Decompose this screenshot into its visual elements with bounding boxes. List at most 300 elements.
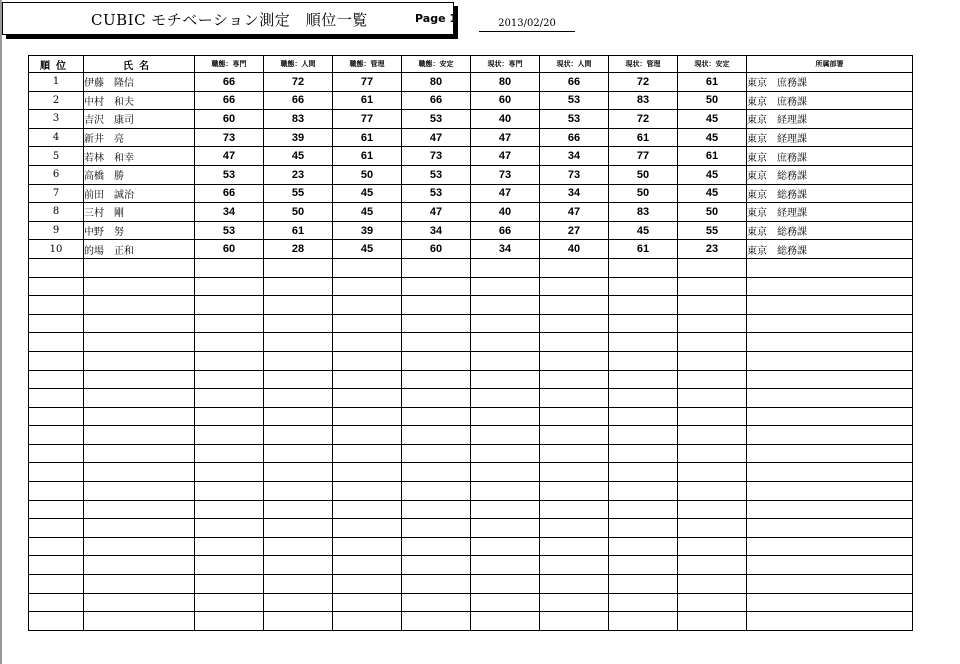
dept-cell: [747, 556, 913, 575]
score-cell: 53: [402, 165, 471, 184]
score-cell: [540, 519, 609, 538]
score-cell: [195, 612, 264, 631]
score-cell: 83: [264, 110, 333, 129]
rank-cell: [29, 277, 84, 296]
score-cell: [540, 333, 609, 352]
table-row: [29, 296, 913, 315]
first-name: 誠治: [114, 189, 134, 201]
score-cell: [333, 612, 402, 631]
dept-location: 東京: [747, 171, 767, 183]
dept-cell: [747, 73, 913, 92]
score-cell: [609, 537, 678, 556]
score-cell: [402, 314, 471, 333]
table-row: [29, 575, 913, 594]
dept-location: 東京: [747, 115, 767, 127]
score-cell: [678, 314, 747, 333]
dept-cell: [747, 482, 913, 501]
score-cell: 73: [195, 128, 264, 147]
score-cell: [402, 575, 471, 594]
score-cell: [195, 296, 264, 315]
table-row: [29, 426, 913, 445]
score-cell: [609, 482, 678, 501]
report-title: CUBIC モチベーション測定 順位一覧: [91, 11, 368, 29]
score-cell: [471, 407, 540, 426]
score-cell: [609, 575, 678, 594]
score-cell: [195, 351, 264, 370]
score-cell: [195, 389, 264, 408]
name-cell: [84, 389, 195, 408]
score-cell: [678, 407, 747, 426]
table-body: [29, 73, 913, 631]
score-cell: [540, 612, 609, 631]
score-cell: [333, 370, 402, 389]
score-cell: [540, 444, 609, 463]
score-cell: [333, 537, 402, 556]
score-cell: [402, 407, 471, 426]
first-name: 正和: [114, 245, 134, 257]
name-cell: [84, 482, 195, 501]
score-cell: [333, 277, 402, 296]
score-cell: 50: [264, 203, 333, 222]
page-number: Page 1: [415, 12, 458, 25]
score-cell: [609, 277, 678, 296]
score-cell: [540, 426, 609, 445]
report-date: 2013/02/20: [479, 18, 575, 32]
score-cell: [471, 389, 540, 408]
last-name: 三村: [84, 208, 104, 220]
score-cell: 34: [471, 240, 540, 259]
score-cell: 50: [609, 165, 678, 184]
dept-location: 東京: [747, 189, 767, 201]
rank-cell: [29, 444, 84, 463]
rank-cell: 7: [29, 184, 84, 203]
col-header-name: 氏名: [84, 56, 195, 73]
first-name: 亮: [114, 134, 124, 146]
score-cell: [540, 370, 609, 389]
score-cell: 61: [609, 128, 678, 147]
score-cell: [678, 463, 747, 482]
score-cell: 45: [678, 184, 747, 203]
table-row: [29, 482, 913, 501]
dept-name: 経理課: [777, 134, 807, 146]
score-cell: 40: [471, 110, 540, 129]
table-row: [29, 593, 913, 612]
table-row: [29, 612, 913, 631]
score-cell: [264, 333, 333, 352]
rank-cell: [29, 426, 84, 445]
score-cell: [471, 593, 540, 612]
title-box: [2, 2, 458, 35]
score-cell: 66: [402, 91, 471, 110]
col-header-score-1: 職態：専門: [195, 56, 264, 73]
score-cell: [402, 500, 471, 519]
score-cell: 60: [471, 91, 540, 110]
rank-cell: [29, 296, 84, 315]
dept-location: 東京: [747, 208, 767, 220]
name-cell: [84, 296, 195, 315]
name-cell: [84, 277, 195, 296]
score-cell: 66: [540, 73, 609, 92]
last-name: 高橋: [84, 171, 104, 183]
rank-cell: 8: [29, 203, 84, 222]
table-row: [29, 463, 913, 482]
dept-cell: [747, 407, 913, 426]
score-cell: [609, 612, 678, 631]
score-cell: [540, 556, 609, 575]
score-cell: 27: [540, 221, 609, 240]
rank-cell: 5: [29, 147, 84, 166]
score-cell: [195, 575, 264, 594]
name-cell: [84, 203, 195, 222]
rank-cell: [29, 389, 84, 408]
rank-cell: 6: [29, 165, 84, 184]
dept-cell: [747, 277, 913, 296]
score-cell: 72: [609, 73, 678, 92]
dept-name: 庶務課: [777, 152, 807, 164]
rank-cell: [29, 351, 84, 370]
name-cell: [84, 575, 195, 594]
score-cell: [333, 407, 402, 426]
table-row: [29, 221, 913, 240]
name-cell: [84, 128, 195, 147]
score-cell: 40: [540, 240, 609, 259]
score-cell: [195, 556, 264, 575]
score-cell: [540, 537, 609, 556]
score-cell: [609, 500, 678, 519]
dept-location: 東京: [747, 78, 767, 90]
score-cell: [264, 389, 333, 408]
score-cell: [264, 351, 333, 370]
rank-cell: [29, 519, 84, 538]
name-cell: [84, 333, 195, 352]
dept-cell: [747, 426, 913, 445]
score-cell: [264, 426, 333, 445]
score-cell: [471, 537, 540, 556]
dept-cell: [747, 258, 913, 277]
score-cell: [333, 258, 402, 277]
dept-name: 総務課: [777, 245, 807, 257]
table-row: [29, 500, 913, 519]
score-cell: [195, 370, 264, 389]
score-cell: 50: [333, 165, 402, 184]
dept-cell: [747, 314, 913, 333]
score-cell: [402, 444, 471, 463]
score-cell: 83: [609, 203, 678, 222]
table-row: [29, 240, 913, 259]
table-row: [29, 73, 913, 92]
score-cell: 53: [195, 221, 264, 240]
score-cell: [264, 407, 333, 426]
score-cell: 45: [333, 240, 402, 259]
dept-cell: [747, 203, 913, 222]
score-cell: [609, 426, 678, 445]
score-cell: 77: [609, 147, 678, 166]
dept-cell: [747, 463, 913, 482]
dept-cell: [747, 221, 913, 240]
dept-cell: [747, 128, 913, 147]
score-cell: [264, 593, 333, 612]
first-name: 隆信: [114, 78, 134, 90]
dept-cell: [747, 537, 913, 556]
score-cell: 47: [471, 184, 540, 203]
score-cell: 72: [609, 110, 678, 129]
score-cell: [402, 351, 471, 370]
dept-cell: [747, 184, 913, 203]
score-cell: [333, 500, 402, 519]
score-cell: 66: [264, 91, 333, 110]
score-cell: 40: [471, 203, 540, 222]
dept-location: 東京: [747, 152, 767, 164]
score-cell: [609, 314, 678, 333]
score-cell: [195, 500, 264, 519]
score-cell: [333, 333, 402, 352]
dept-cell: [747, 110, 913, 129]
table-row: [29, 277, 913, 296]
score-cell: [471, 296, 540, 315]
score-cell: [609, 519, 678, 538]
dept-cell: [747, 612, 913, 631]
rank-cell: [29, 482, 84, 501]
score-cell: [402, 333, 471, 352]
score-cell: 66: [471, 221, 540, 240]
col-header-score-7: 現状：管理: [609, 56, 678, 73]
table-row: [29, 389, 913, 408]
score-cell: 61: [333, 91, 402, 110]
score-cell: [471, 612, 540, 631]
score-cell: [195, 277, 264, 296]
dept-location: 東京: [747, 96, 767, 108]
score-cell: 47: [402, 203, 471, 222]
col-header-rank: 順位: [29, 56, 84, 73]
score-cell: [402, 370, 471, 389]
score-cell: 80: [402, 73, 471, 92]
score-cell: 53: [540, 91, 609, 110]
name-cell: [84, 351, 195, 370]
score-cell: [471, 314, 540, 333]
name-cell: [84, 556, 195, 575]
name-cell: [84, 426, 195, 445]
score-cell: [264, 444, 333, 463]
score-cell: 83: [609, 91, 678, 110]
score-cell: [264, 277, 333, 296]
table-row: [29, 314, 913, 333]
score-cell: [264, 612, 333, 631]
score-cell: [678, 556, 747, 575]
dept-cell: [747, 575, 913, 594]
score-cell: [402, 612, 471, 631]
first-name: 努: [114, 227, 124, 239]
score-cell: [678, 500, 747, 519]
table-row: [29, 203, 913, 222]
score-cell: [609, 296, 678, 315]
rank-cell: [29, 500, 84, 519]
score-cell: 73: [540, 165, 609, 184]
score-cell: [402, 593, 471, 612]
score-cell: [333, 296, 402, 315]
dept-name: 総務課: [777, 171, 807, 183]
score-cell: [333, 593, 402, 612]
name-cell: [84, 612, 195, 631]
dept-cell: [747, 333, 913, 352]
score-cell: [264, 519, 333, 538]
dept-cell: [747, 351, 913, 370]
table-header-row: [29, 56, 913, 73]
score-cell: [195, 407, 264, 426]
col-header-score-4: 職態：安定: [402, 56, 471, 73]
name-cell: [84, 370, 195, 389]
score-cell: [195, 593, 264, 612]
score-cell: [195, 444, 264, 463]
dept-location: 東京: [747, 245, 767, 257]
score-cell: [333, 426, 402, 445]
score-cell: [195, 314, 264, 333]
score-cell: [471, 426, 540, 445]
name-cell: [84, 500, 195, 519]
name-cell: [84, 258, 195, 277]
score-cell: [678, 482, 747, 501]
rank-cell: [29, 556, 84, 575]
score-cell: 66: [540, 128, 609, 147]
dept-cell: [747, 519, 913, 538]
score-cell: [195, 537, 264, 556]
col-header-dept: 所属部署: [747, 56, 913, 73]
score-cell: [540, 500, 609, 519]
score-cell: [264, 537, 333, 556]
rank-cell: [29, 314, 84, 333]
score-cell: 45: [678, 128, 747, 147]
score-cell: 34: [195, 203, 264, 222]
score-cell: [471, 575, 540, 594]
score-cell: [471, 519, 540, 538]
dept-cell: [747, 500, 913, 519]
rank-cell: [29, 333, 84, 352]
last-name: 新井: [84, 134, 104, 146]
table-row: [29, 147, 913, 166]
score-cell: [471, 258, 540, 277]
dept-name: 総務課: [777, 227, 807, 239]
rank-cell: 1: [29, 73, 84, 92]
score-cell: [333, 444, 402, 463]
score-cell: 23: [264, 165, 333, 184]
score-cell: [540, 575, 609, 594]
score-cell: 53: [402, 184, 471, 203]
score-cell: [678, 333, 747, 352]
score-cell: [678, 426, 747, 445]
rank-cell: 2: [29, 91, 84, 110]
score-cell: [402, 463, 471, 482]
score-cell: 39: [264, 128, 333, 147]
score-cell: [402, 519, 471, 538]
score-cell: 73: [471, 165, 540, 184]
rank-cell: [29, 612, 84, 631]
score-cell: [264, 482, 333, 501]
col-header-score-3: 職態：管理: [333, 56, 402, 73]
score-cell: [333, 556, 402, 575]
name-cell: [84, 463, 195, 482]
score-cell: 47: [540, 203, 609, 222]
score-cell: [195, 333, 264, 352]
score-cell: [678, 612, 747, 631]
score-cell: [678, 277, 747, 296]
score-cell: [264, 296, 333, 315]
name-cell: [84, 91, 195, 110]
score-cell: 66: [195, 91, 264, 110]
score-cell: [471, 482, 540, 501]
name-cell: [84, 314, 195, 333]
score-cell: [264, 314, 333, 333]
score-cell: 45: [609, 221, 678, 240]
score-cell: [678, 593, 747, 612]
score-cell: [678, 351, 747, 370]
name-cell: [84, 593, 195, 612]
score-cell: 47: [402, 128, 471, 147]
score-cell: [678, 575, 747, 594]
score-cell: [678, 444, 747, 463]
rank-cell: [29, 407, 84, 426]
score-cell: 73: [402, 147, 471, 166]
score-cell: [609, 444, 678, 463]
score-cell: [333, 463, 402, 482]
score-cell: [264, 556, 333, 575]
name-cell: [84, 165, 195, 184]
score-cell: 77: [333, 110, 402, 129]
score-cell: [402, 296, 471, 315]
last-name: 前田: [84, 189, 104, 201]
score-cell: [540, 407, 609, 426]
score-cell: [609, 258, 678, 277]
dept-cell: [747, 370, 913, 389]
table-row: [29, 333, 913, 352]
first-name: 勝: [114, 171, 124, 183]
score-cell: [540, 389, 609, 408]
score-cell: [402, 277, 471, 296]
rank-cell: [29, 258, 84, 277]
table-row: [29, 537, 913, 556]
rank-cell: 9: [29, 221, 84, 240]
score-cell: 50: [609, 184, 678, 203]
dept-name: 庶務課: [777, 78, 807, 90]
score-cell: [540, 314, 609, 333]
last-name: 吉沢: [84, 115, 104, 127]
score-cell: 45: [678, 110, 747, 129]
dept-location: 東京: [747, 227, 767, 239]
score-cell: [333, 389, 402, 408]
score-cell: [678, 258, 747, 277]
score-cell: 55: [678, 221, 747, 240]
score-cell: [540, 593, 609, 612]
name-cell: [84, 110, 195, 129]
score-cell: 61: [609, 240, 678, 259]
score-cell: [402, 537, 471, 556]
name-cell: [84, 184, 195, 203]
table-row: [29, 184, 913, 203]
score-cell: [609, 407, 678, 426]
score-cell: [195, 463, 264, 482]
score-cell: [471, 444, 540, 463]
rank-cell: [29, 593, 84, 612]
score-cell: [540, 482, 609, 501]
table-row: [29, 165, 913, 184]
table-row: [29, 258, 913, 277]
col-header-score-5: 現状：専門: [471, 56, 540, 73]
score-cell: 53: [195, 165, 264, 184]
col-header-score-2: 職態：人間: [264, 56, 333, 73]
score-cell: 60: [402, 240, 471, 259]
dept-name: 経理課: [777, 115, 807, 127]
name-cell: [84, 147, 195, 166]
rank-cell: [29, 463, 84, 482]
score-cell: 66: [195, 184, 264, 203]
